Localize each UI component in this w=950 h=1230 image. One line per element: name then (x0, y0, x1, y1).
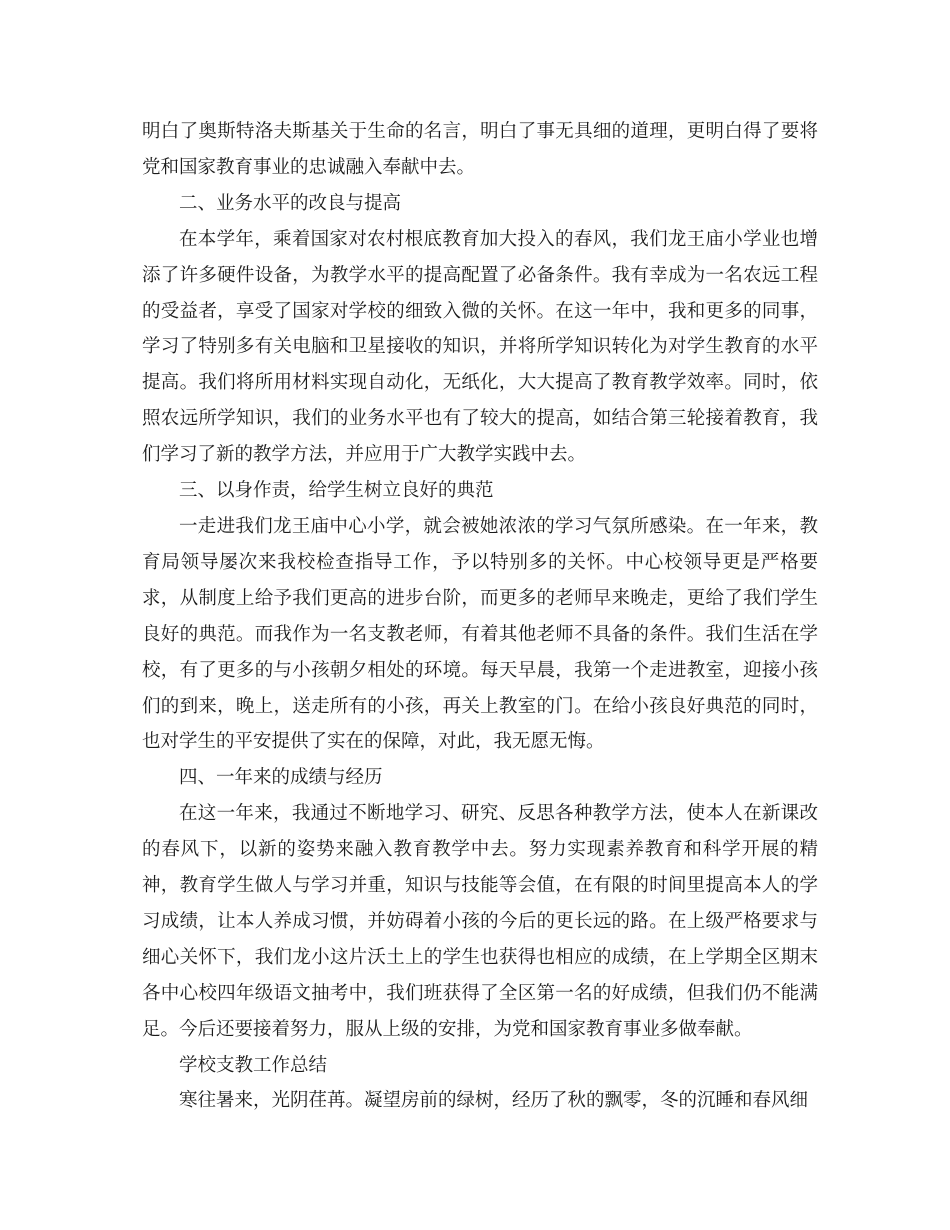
section-heading-achievements: 四、一年来的成绩与经历 (179, 767, 383, 789)
paragraph-achievements: 在这一年来，我通过不断地学习、研究、反思各种教学方法，使本人在新课改的春风下，以新的姿势来融入教育教学中去。努力实现素养教育和科学开展的精神，教育学生做人与学习并重，知识与技能等会值，在有限的时间里提高本人的学习成绩，让本人养成习惯，并妨碍着小孩的今后的更长远的路。在上级严格要求与细心关怀下，我们龙小这片沃土上的学生也获得也相应的成绩，在上学期全区期末各中心校四年级语文抽考中，我们班获得了全区第一名的好成绩，但我们仍不能满足。今后还要接着努力，服从上级的安排，为党和国家教育事业多做奉献。 (142, 803, 818, 1040)
section-heading-summary-title: 学校支教工作总结 (179, 1054, 328, 1076)
section-heading-role-model: 三、以身作责，给学生树立良好的典范 (179, 480, 494, 502)
paragraph-role-model: 一走进我们龙王庙中心小学，就会被她浓浓的学习气氛所感染。在一年来，教育局领导屡次来我校检查指导工作，予以特别多的关怀。中心校领导更是严格要求，从制度上给予我们更高的进步台阶，而更多的老师早来晚走，更给了我们学生良好的典范。而我作为一名支教老师，有着其他老师不具备的条件。我们生活在学校，有了更多的与小孩朝夕相处的环境。每天早晨，我第一个走进教室，迎接小孩们的到来，晚上，送走所有的小孩，再关上教室的门。在给小孩良好典范的同时，也对学生的平安提供了实在的保障，对此，我无愿无悔。 (142, 515, 818, 753)
paragraph-continuation: 明白了奥斯特洛夫斯基关于生命的名言，明白了事无具细的道理，更明白得了要将党和国家教育事业的忠诚融入奉献中去。 (142, 121, 818, 178)
section-heading-business-level: 二、业务水平的改良与提高 (179, 192, 402, 214)
paragraph-business-level: 在本学年，乘着国家对农村根底教育加大投入的春风，我们龙王庙小学业也增添了许多硬件设备，为教学水平的提高配置了必备条件。我有幸成为一名农远工程的受益者，享受了国家对学校的细致入微的关怀。在这一年中，我和更多的同事，学习了特别多有关电脑和卫星接收的知识，并将所学知识转化为对学生教育的水平提高。我们将所用材料实现自动化，无纸化，大大提高了教育教学效率。同时，依照农远所学知识，我们的业务水平也有了较大的提高，如结合第三轮接着教育，我们学习了新的教学方法，并应用于广大教学实践中去。 (142, 228, 818, 466)
document-body (142, 114, 818, 1119)
paragraph-summary-intro: 寒往暑来，光阴荏苒。凝望房前的绿树，经历了秋的飘零，冬的沉睡和春风细 (179, 1090, 809, 1112)
